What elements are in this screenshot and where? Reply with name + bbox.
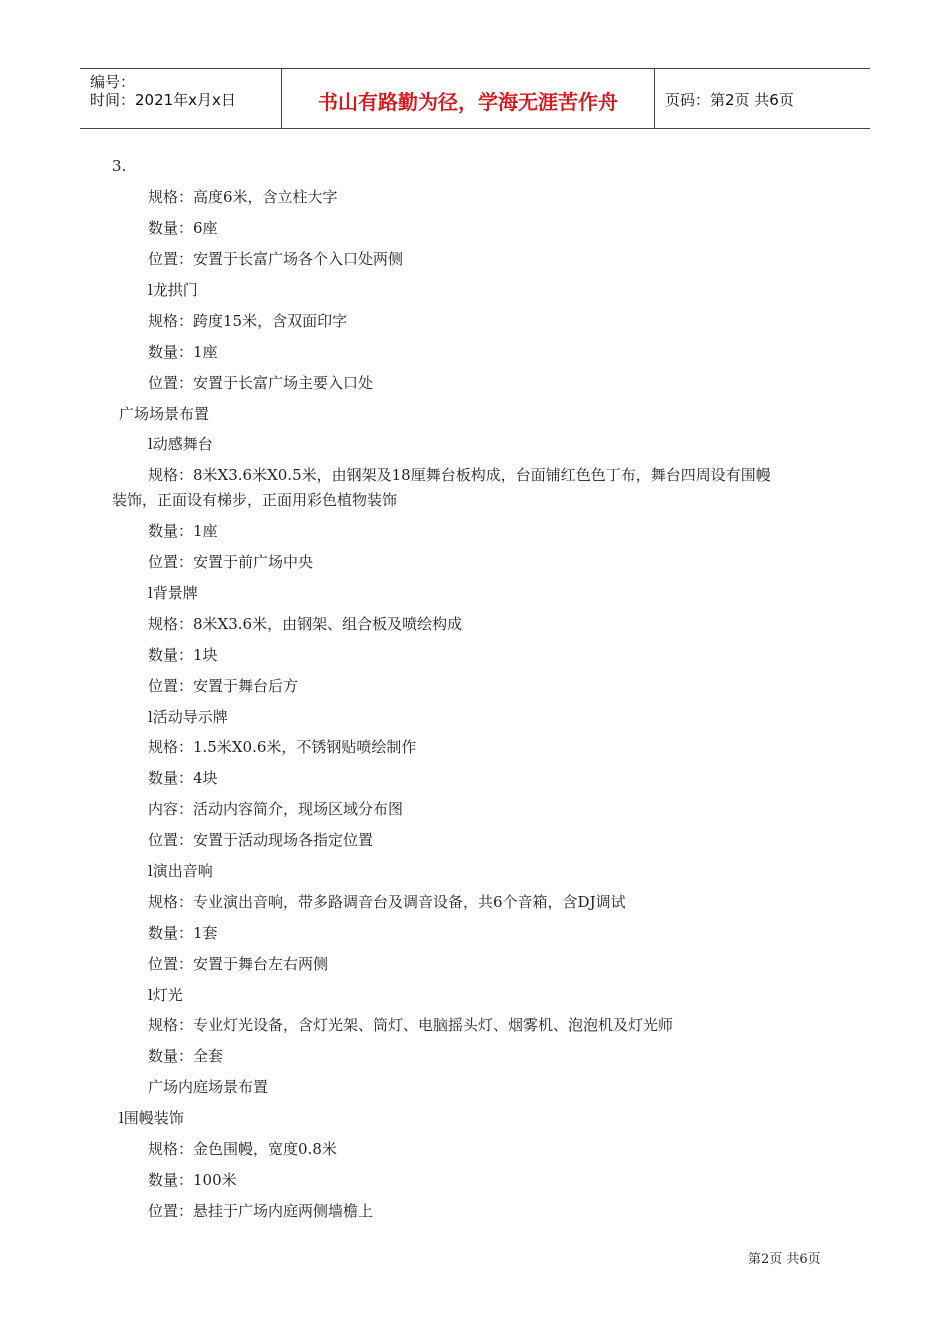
item-heading: l演出音响 — [148, 862, 213, 880]
body-line: 位置：安置于舞台左右两侧 — [148, 955, 329, 973]
body-line: 规格：1.5米X0.6米，不锈钢贴喷绘制作 — [148, 738, 417, 756]
body-line: 位置：安置于舞台后方 — [148, 677, 299, 695]
page-header — [80, 68, 870, 129]
body-line: 数量：4块 — [148, 769, 218, 787]
section-heading: 广场内庭场景布置 — [148, 1078, 269, 1096]
body-line: 位置：安置于前广场中央 — [148, 553, 314, 571]
body-line: 数量：1块 — [148, 646, 218, 664]
body-line: 数量：1套 — [148, 924, 218, 942]
body-line: 位置：安置于活动现场各指定位置 — [148, 831, 374, 849]
item-heading: l背景牌 — [148, 584, 198, 602]
body-line: 位置：安置于长富广场主要入口处 — [148, 374, 374, 392]
body-line: 规格：金色围幔，宽度0.8米 — [148, 1140, 337, 1158]
section-number: 3. — [112, 157, 127, 175]
body-line: 数量：全套 — [148, 1047, 224, 1065]
body-line: 规格：8米X3.6米，由钢架、组合板及喷绘构成 — [148, 615, 463, 633]
number-label: 编号： — [90, 73, 136, 91]
body-line: 规格：8米X3.6米X0.5米，由钢架及18厘舞台板构成，台面铺红色色丁布，舞台四周设有围幔 — [148, 466, 771, 484]
body-line: 位置：安置于长富广场各个入口处两侧 — [148, 250, 404, 268]
page-footer: 第2页 共6页 — [748, 1252, 821, 1267]
item-heading: l围幔装饰 — [119, 1109, 184, 1127]
item-heading: l动感舞台 — [148, 435, 213, 453]
section-heading: 广场场景布置 — [119, 405, 210, 423]
body-line: 内容：活动内容简介，现场区域分布图 — [148, 800, 404, 818]
header-motto-cell — [282, 69, 655, 128]
body-line-continued: 装饰，正面设有梯步，正面用彩色植物装饰 — [112, 491, 398, 509]
body-line: 规格：专业灯光设备，含灯光架、筒灯、电脑摇头灯、烟雾机、泡泡机及灯光师 — [148, 1016, 674, 1034]
page-code: 页码：第2页 共6页 — [665, 91, 794, 109]
item-heading: l龙拱门 — [148, 281, 198, 299]
body-line: 数量：1座 — [148, 522, 218, 540]
body-line: 数量：6座 — [148, 219, 218, 237]
item-heading: l活动导示牌 — [148, 708, 228, 726]
item-heading: l灯光 — [148, 986, 183, 1004]
date-label: 时间：2021年x月x日 — [90, 91, 236, 109]
body-line: 位置：悬挂于广场内庭两侧墙檐上 — [148, 1202, 374, 1220]
header-info-cell — [80, 69, 282, 128]
body-line: 数量：100米 — [148, 1171, 237, 1189]
body-line: 规格：跨度15米，含双面印字 — [148, 312, 348, 330]
body-line: 规格：高度6米，含立柱大字 — [148, 188, 338, 206]
body-line: 规格：专业演出音响，带多路调音台及调音设备，共6个音箱，含DJ调试 — [148, 893, 626, 911]
header-page-cell — [655, 69, 870, 128]
motto-text: 书山有路勤为径，学海无涯苦作舟 — [318, 90, 618, 114]
body-line: 数量：1座 — [148, 343, 218, 361]
